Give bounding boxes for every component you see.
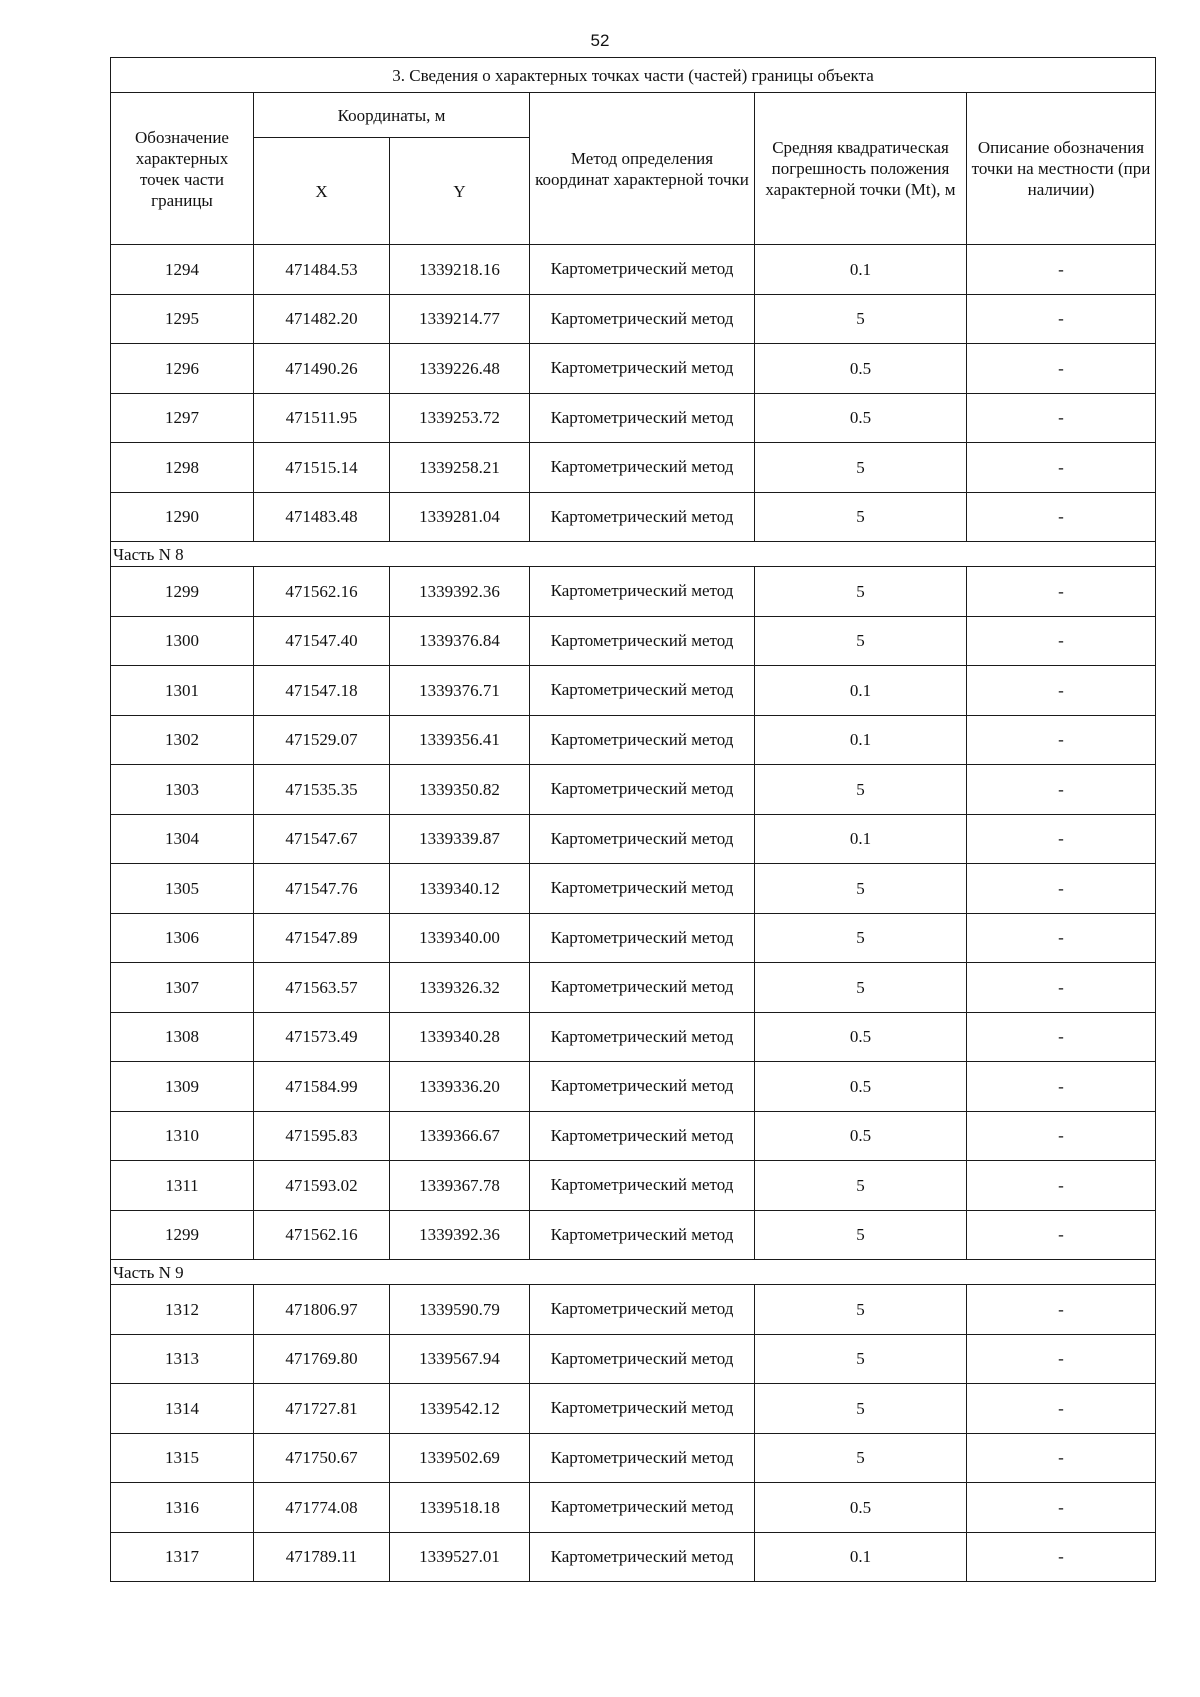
cell-y: 1339339.87: [390, 814, 530, 864]
cell-error: 5: [755, 567, 967, 617]
cell-method: Картометрический метод: [530, 1433, 755, 1483]
cell-error: 0.5: [755, 344, 967, 394]
cell-y: 1339366.67: [390, 1111, 530, 1161]
table-row: [111, 567, 1156, 617]
cell-description: -: [967, 443, 1156, 493]
cell-description: -: [967, 1384, 1156, 1434]
cell-y: 1339518.18: [390, 1483, 530, 1533]
cell-method: Картометрический метод: [530, 666, 755, 716]
table-row: [111, 1111, 1156, 1161]
cell-y: 1339336.20: [390, 1062, 530, 1112]
cell-method: Картометрический метод: [530, 1334, 755, 1384]
table-row: [111, 1062, 1156, 1112]
cell-error: 0.5: [755, 393, 967, 443]
cell-error: 0.1: [755, 1532, 967, 1582]
cell-method: Картометрический метод: [530, 616, 755, 666]
cell-method: Картометрический метод: [530, 814, 755, 864]
cell-method: Картометрический метод: [530, 245, 755, 295]
page-number: 52: [590, 31, 610, 50]
cell-error: 5: [755, 443, 967, 493]
header-coordinates: Координаты, м: [254, 93, 530, 138]
cell-y: 1339376.71: [390, 666, 530, 716]
cell-description: -: [967, 1111, 1156, 1161]
table-row: [111, 864, 1156, 914]
cell-point: 1306: [111, 913, 254, 963]
cell-x: 471595.83: [254, 1111, 390, 1161]
cell-point: 1304: [111, 814, 254, 864]
cell-x: 471547.89: [254, 913, 390, 963]
cell-description: -: [967, 567, 1156, 617]
cell-point: 1312: [111, 1285, 254, 1335]
cell-x: 471562.16: [254, 1210, 390, 1260]
cell-description: -: [967, 715, 1156, 765]
cell-description: -: [967, 666, 1156, 716]
cell-y: 1339376.84: [390, 616, 530, 666]
cell-point: 1317: [111, 1532, 254, 1582]
cell-point: 1299: [111, 567, 254, 617]
cell-point: 1310: [111, 1111, 254, 1161]
cell-x: 471727.81: [254, 1384, 390, 1434]
cell-point: 1301: [111, 666, 254, 716]
cell-point: 1300: [111, 616, 254, 666]
cell-point: 1314: [111, 1384, 254, 1434]
cell-description: -: [967, 814, 1156, 864]
cell-error: 0.5: [755, 1483, 967, 1533]
cell-x: 471483.48: [254, 492, 390, 542]
cell-description: -: [967, 1285, 1156, 1335]
cell-error: 5: [755, 864, 967, 914]
cell-y: 1339542.12: [390, 1384, 530, 1434]
cell-point: 1302: [111, 715, 254, 765]
table-row: [111, 1433, 1156, 1483]
cell-method: Картометрический метод: [530, 294, 755, 344]
cell-method: Картометрический метод: [530, 443, 755, 493]
cell-description: -: [967, 344, 1156, 394]
table-row: [111, 1384, 1156, 1434]
cell-error: 5: [755, 492, 967, 542]
cell-method: Картометрический метод: [530, 715, 755, 765]
table-row: [111, 344, 1156, 394]
part-heading: Часть N 9: [111, 1260, 1156, 1285]
header-y: Y: [390, 138, 530, 245]
cell-y: 1339392.36: [390, 567, 530, 617]
cell-error: 5: [755, 1433, 967, 1483]
cell-error: 0.1: [755, 666, 967, 716]
cell-y: 1339567.94: [390, 1334, 530, 1384]
cell-description: -: [967, 864, 1156, 914]
cell-description: -: [967, 1483, 1156, 1533]
cell-x: 471584.99: [254, 1062, 390, 1112]
cell-x: 471484.53: [254, 245, 390, 295]
cell-y: 1339350.82: [390, 765, 530, 815]
cell-description: -: [967, 294, 1156, 344]
cell-x: 471490.26: [254, 344, 390, 394]
cell-x: 471806.97: [254, 1285, 390, 1335]
cell-x: 471529.07: [254, 715, 390, 765]
cell-x: 471535.35: [254, 765, 390, 815]
cell-method: Картометрический метод: [530, 344, 755, 394]
cell-point: 1315: [111, 1433, 254, 1483]
boundary-points-table: [110, 57, 1156, 1582]
cell-y: 1339392.36: [390, 1210, 530, 1260]
table-row: [111, 492, 1156, 542]
cell-y: 1339258.21: [390, 443, 530, 493]
cell-error: 5: [755, 1334, 967, 1384]
table-row: [111, 1012, 1156, 1062]
cell-y: 1339340.12: [390, 864, 530, 914]
cell-error: 5: [755, 1161, 967, 1211]
table-row: [111, 1210, 1156, 1260]
cell-x: 471547.40: [254, 616, 390, 666]
cell-error: 0.1: [755, 715, 967, 765]
cell-x: 471750.67: [254, 1433, 390, 1483]
cell-y: 1339218.16: [390, 245, 530, 295]
header-description: Описание обозначения точки на местности (при наличии): [967, 93, 1156, 245]
cell-method: Картометрический метод: [530, 1111, 755, 1161]
table-row: [111, 1483, 1156, 1533]
cell-error: 5: [755, 1285, 967, 1335]
cell-error: 5: [755, 765, 967, 815]
part-heading-row: [111, 542, 1156, 567]
cell-point: 1307: [111, 963, 254, 1013]
table-row: [111, 616, 1156, 666]
header-method: Метод определения координат характерной точки: [530, 93, 755, 245]
cell-method: Картометрический метод: [530, 1012, 755, 1062]
cell-x: 471789.11: [254, 1532, 390, 1582]
table-row: [111, 963, 1156, 1013]
cell-y: 1339502.69: [390, 1433, 530, 1483]
cell-description: -: [967, 1161, 1156, 1211]
cell-error: 5: [755, 1210, 967, 1260]
table-row: [111, 1161, 1156, 1211]
cell-description: -: [967, 963, 1156, 1013]
table-row: [111, 715, 1156, 765]
cell-method: Картометрический метод: [530, 1062, 755, 1112]
cell-method: Картометрический метод: [530, 1532, 755, 1582]
header-x: X: [254, 138, 390, 245]
cell-method: Картометрический метод: [530, 963, 755, 1013]
cell-y: 1339340.28: [390, 1012, 530, 1062]
table-row: [111, 1532, 1156, 1582]
cell-y: 1339326.32: [390, 963, 530, 1013]
table-row: [111, 913, 1156, 963]
cell-error: 5: [755, 294, 967, 344]
cell-method: Картометрический метод: [530, 1210, 755, 1260]
table-title: 3. Сведения о характерных точках части (частей) границы объекта: [111, 58, 1156, 93]
cell-point: 1309: [111, 1062, 254, 1112]
cell-method: Картометрический метод: [530, 864, 755, 914]
cell-description: -: [967, 1012, 1156, 1062]
cell-error: 0.1: [755, 814, 967, 864]
table-row: [111, 814, 1156, 864]
cell-point: 1297: [111, 393, 254, 443]
cell-y: 1339340.00: [390, 913, 530, 963]
cell-error: 5: [755, 913, 967, 963]
cell-point: 1290: [111, 492, 254, 542]
cell-point: 1298: [111, 443, 254, 493]
cell-description: -: [967, 492, 1156, 542]
cell-method: Картометрический метод: [530, 913, 755, 963]
cell-point: 1316: [111, 1483, 254, 1533]
cell-x: 471547.18: [254, 666, 390, 716]
cell-description: -: [967, 245, 1156, 295]
table-row: [111, 443, 1156, 493]
cell-error: 0.5: [755, 1062, 967, 1112]
cell-y: 1339226.48: [390, 344, 530, 394]
cell-x: 471547.67: [254, 814, 390, 864]
cell-error: 0.1: [755, 245, 967, 295]
cell-error: 0.5: [755, 1012, 967, 1062]
cell-y: 1339590.79: [390, 1285, 530, 1335]
cell-point: 1313: [111, 1334, 254, 1384]
cell-description: -: [967, 913, 1156, 963]
cell-x: 471774.08: [254, 1483, 390, 1533]
cell-x: 471515.14: [254, 443, 390, 493]
cell-y: 1339356.41: [390, 715, 530, 765]
cell-method: Картометрический метод: [530, 765, 755, 815]
table-row: [111, 1334, 1156, 1384]
table-row: [111, 666, 1156, 716]
cell-x: 471547.76: [254, 864, 390, 914]
cell-method: Картометрический метод: [530, 393, 755, 443]
cell-point: 1296: [111, 344, 254, 394]
cell-point: 1311: [111, 1161, 254, 1211]
cell-description: -: [967, 765, 1156, 815]
cell-y: 1339527.01: [390, 1532, 530, 1582]
header-point: Обозначение характерных точек части границы: [111, 93, 254, 245]
table-row: [111, 1285, 1156, 1335]
cell-description: -: [967, 1433, 1156, 1483]
cell-method: Картометрический метод: [530, 567, 755, 617]
cell-point: 1305: [111, 864, 254, 914]
cell-description: -: [967, 1532, 1156, 1582]
table-row: [111, 393, 1156, 443]
table-body: [111, 245, 1156, 1582]
cell-method: Картометрический метод: [530, 492, 755, 542]
cell-description: -: [967, 1210, 1156, 1260]
cell-method: Картометрический метод: [530, 1384, 755, 1434]
cell-x: 471562.16: [254, 567, 390, 617]
cell-method: Картометрический метод: [530, 1285, 755, 1335]
cell-error: 5: [755, 1384, 967, 1434]
cell-method: Картометрический метод: [530, 1483, 755, 1533]
cell-x: 471482.20: [254, 294, 390, 344]
cell-method: Картометрический метод: [530, 1161, 755, 1211]
table-row: [111, 245, 1156, 295]
cell-point: 1308: [111, 1012, 254, 1062]
cell-x: 471593.02: [254, 1161, 390, 1211]
cell-y: 1339253.72: [390, 393, 530, 443]
cell-x: 471563.57: [254, 963, 390, 1013]
cell-x: 471769.80: [254, 1334, 390, 1384]
cell-point: 1303: [111, 765, 254, 815]
cell-description: -: [967, 1334, 1156, 1384]
cell-y: 1339281.04: [390, 492, 530, 542]
cell-point: 1294: [111, 245, 254, 295]
cell-description: -: [967, 616, 1156, 666]
cell-error: 5: [755, 963, 967, 1013]
cell-point: 1299: [111, 1210, 254, 1260]
table-row: [111, 765, 1156, 815]
cell-description: -: [967, 1062, 1156, 1112]
cell-description: -: [967, 393, 1156, 443]
cell-error: 0.5: [755, 1111, 967, 1161]
part-heading: Часть N 8: [111, 542, 1156, 567]
cell-y: 1339214.77: [390, 294, 530, 344]
cell-x: 471511.95: [254, 393, 390, 443]
header-error: Средняя квадратическая погрешность положения характерной точки (Mt), м: [755, 93, 967, 245]
part-heading-row: [111, 1260, 1156, 1285]
cell-point: 1295: [111, 294, 254, 344]
cell-error: 5: [755, 616, 967, 666]
table-row: [111, 294, 1156, 344]
cell-x: 471573.49: [254, 1012, 390, 1062]
cell-y: 1339367.78: [390, 1161, 530, 1211]
